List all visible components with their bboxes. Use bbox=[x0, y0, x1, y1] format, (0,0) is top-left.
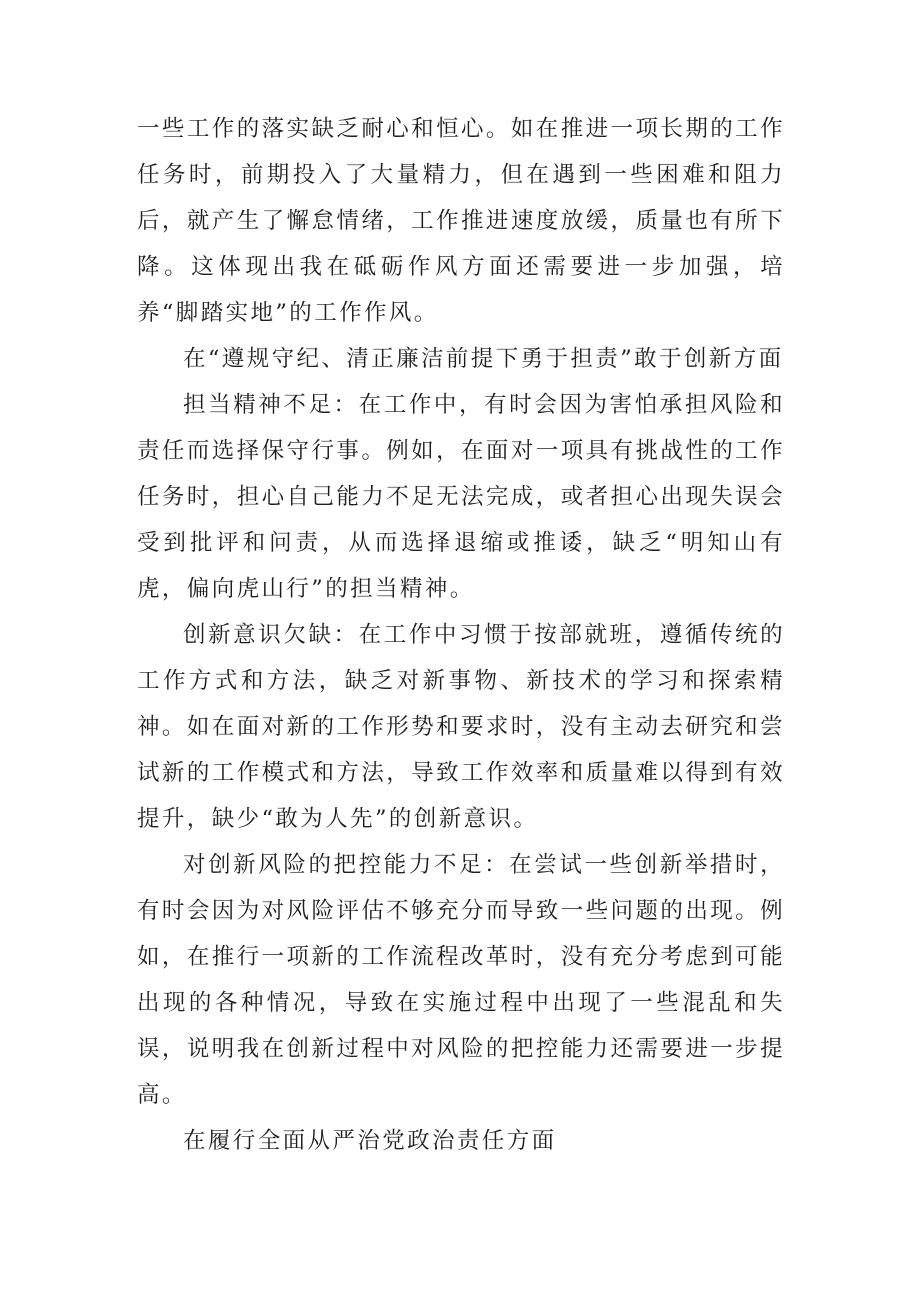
section-heading-innovation: 在“遵规守纪、清正廉洁前提下勇于担责”敢于创新方面 bbox=[183, 346, 784, 372]
paragraph-innovation-awareness: 创新意识欠缺：在工作中习惯于按部就班，遵循传统的工作方式和方法，缺乏对新事物、新技术的学习和探索精神。如在面对新的工作形势和要求时，没有主动去研究和尝试新的工作模式和方法，导致工作效率和质量难以得到有效提升，缺少“敢为人先”的创新意识。 bbox=[137, 622, 785, 832]
document-body bbox=[137, 106, 785, 1164]
paragraph-responsibility: 担当精神不足：在工作中，有时会因为害怕承担风险和责任而选择保守行事。例如，在面对一项具有挑战性的工作任务时，担心自己能力不足无法完成，或者担心出现失误会受到批评和问责，从而选择退缩或推诿，缺乏“明知山有虎，偏向虎山行”的担当精神。 bbox=[137, 392, 785, 602]
paragraph-risk-control: 对创新风险的把控能力不足：在尝试一些创新举措时，有时会因为对风险评估不够充分而导致一些问题的出现。例如，在推行一项新的工作流程改革时，没有充分考虑到可能出现的各种情况，导致在实施过程中出现了一些混乱和失误，说明我在创新过程中对风险的把控能力还需要进一步提高。 bbox=[137, 852, 785, 1108]
paragraph-continuation: 一些工作的落实缺乏耐心和恒心。如在推进一项长期的工作任务时，前期投入了大量精力，但在遇到一些困难和阻力后，就产生了懈怠情绪，工作推进速度放缓，质量也有所下降。这体现出我在砥砺作风方面还需要进一步加强，培养“脚踏实地”的工作作风。 bbox=[137, 116, 785, 326]
section-heading-party-governance: 在履行全面从严治党政治责任方面 bbox=[183, 1128, 557, 1154]
